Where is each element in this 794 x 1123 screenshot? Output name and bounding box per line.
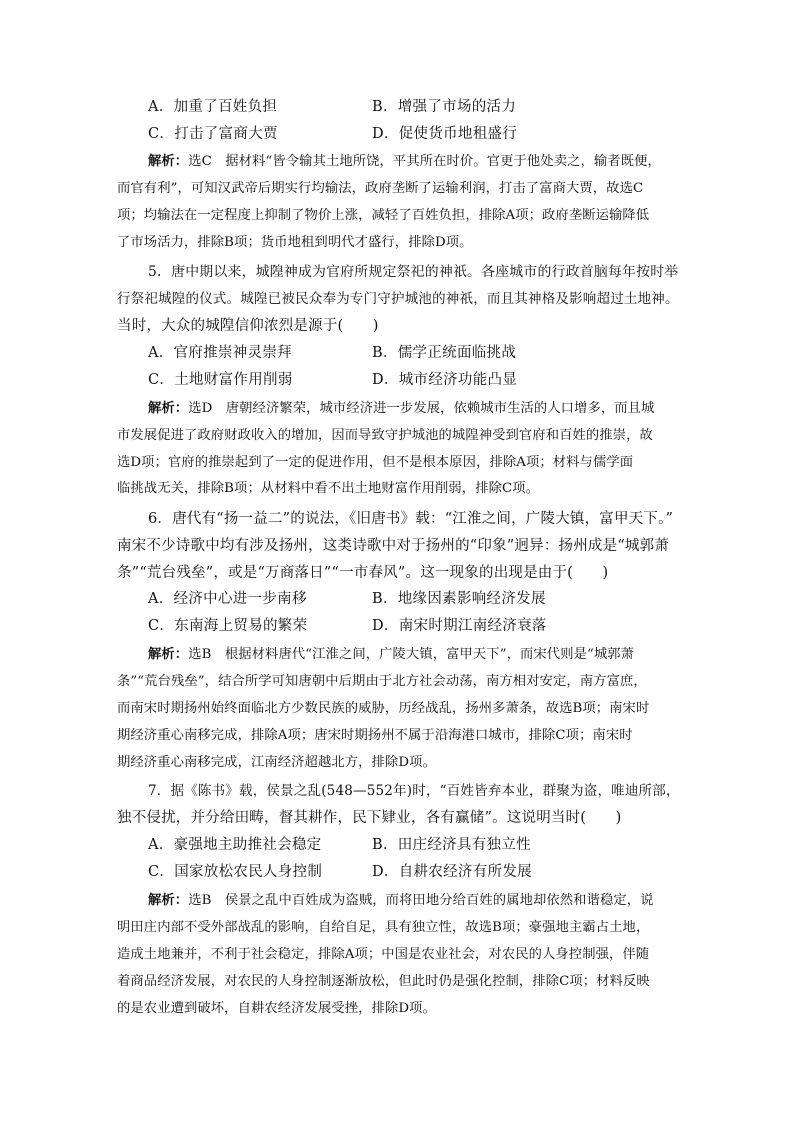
question-7-text: 独不侵扰，并分给田畴，督其耕作，民下肄业，各有赢储”。这说明当时( ) (117, 810, 622, 826)
question-5-text: 行祭祀城隍的仪式。城隍已被民众奉为专门守护城池的神祇，而且其神格及影响超过土地神。 (117, 291, 679, 307)
question-7-text: 7．据《陈书》载，侯景之乱(548—552年)时，“百姓皆弃本业，群聚为盗，唯迪所部， (148, 783, 680, 799)
option-b: B．田庄经济具有独立性 (372, 837, 531, 853)
option-c: C．东南海上贸易的繁荣 (148, 618, 308, 634)
analysis-line: 着商品经济发展，对农民的人身控制逐渐放松，但此时仍是强化控制，排除C项；材料反映 (117, 974, 650, 989)
option-b: B．儒学正统面临挑战 (372, 345, 517, 361)
option-d: D．促使货币地租盛行 (372, 126, 518, 142)
analysis-line: 期经济重心南移完成，江南经济超越北方，排除D项。 (117, 755, 436, 770)
option-d: D．自耕农经济有所发展 (372, 864, 532, 880)
analysis-label: 解析： (148, 647, 189, 662)
analysis-line: 解析：选B 根据材料唐代“江淮之间，广陵大镇，富甲天下”，而宋代则是“城郭萧 (148, 647, 635, 662)
analysis-line: 而官有利”，可知汉武帝后期实行均输法，政府垄断了运输利润，打击了富商大贾，故选C (117, 181, 644, 196)
question-6-text: 6．唐代有“扬一益二”的说法，《旧唐书》载：“江淮之间，广陵大镇，富甲天下。” (148, 511, 674, 527)
analysis-line: 而南宋时期扬州始终面临北方少数民族的威胁，历经战乱，扬州多萧条，故选B项；南宋时 (117, 701, 650, 716)
option-c: C．国家放松农民人身控制 (148, 864, 323, 880)
analysis-line: 了市场活力，排除B项；货币地租到明代才盛行，排除D项。 (117, 235, 473, 250)
analysis-line: 明田庄内部不受外部战乱的影响，自给自足，具有独立性，故选B项；豪强地主霸占土地， (117, 920, 650, 935)
question-5-text: 5．唐中期以来，城隍神成为官府所规定祭祀的神祇。各座城市的行政首脑每年按时举 (148, 264, 679, 280)
analysis-label: 解析： (148, 154, 189, 169)
option-c: C．打击了富商大贾 (148, 126, 278, 142)
option-c: C．土地财富作用削弱 (148, 372, 293, 388)
option-b: B．地缘因素影响经济发展 (372, 591, 546, 607)
analysis-line: 选D项；官府的推崇起到了一定的促进作用，但不是根本原因，排除A项；材料与儒学面 (117, 455, 634, 470)
analysis-line: 市发展促进了政府财政收入的增加，因而导致守护城池的城隍神受到官府和百姓的推崇，故 (117, 428, 653, 443)
question-5-text: 当时，大众的城隍信仰浓烈是源于( ) (117, 318, 379, 334)
analysis-line: 的是农业遭到破坏，自耕农经济发展受挫，排除D项。 (117, 1001, 436, 1016)
analysis-line: 期经济重心南移完成，排除A项；唐宋时期扬州不属于沿海港口城市，排除C项；南宋时 (117, 728, 633, 743)
option-d: D．城市经济功能凸显 (372, 372, 518, 388)
question-6-text: 南宋不少诗歌中均有涉及扬州，这类诗歌中对于扬州的“印象”迥异：扬州成是“城郭萧 (117, 538, 670, 554)
option-a: A．豪强地主助推社会稳定 (148, 837, 322, 853)
analysis-line: 条”“荒台残垒”，结合所学可知唐朝中后期由于北方社会动荡，南方相对安定，南方富庶， (117, 674, 647, 689)
analysis-line: 造成土地兼并，不利于社会稳定，排除A项；中国是农业社会，对农民的人身控制强，伴随 (117, 947, 650, 962)
analysis-line: 项；均输法在一定程度上抑制了物价上涨，减轻了百姓负担，排除A项；政府垄断运输降低 (117, 208, 650, 223)
question-6-text: 条”“荒台残垒”，或是“万商落日”“一市春风”。这一现象的出现是由于( ) (117, 565, 609, 581)
analysis-label: 解析： (148, 893, 189, 908)
analysis-line: 解析：选B 侯景之乱中百姓成为盗贼，而将田地分给百姓的属地却依然和谐稳定，说 (148, 893, 654, 908)
option-a: A．经济中心进一步南移 (148, 591, 307, 607)
option-a: A．官府推崇神灵崇拜 (148, 345, 292, 361)
analysis-line: 解析：选C 据材料“皆令输其土地所饶，平其所在时价。官更于他处卖之，输者既便， (148, 154, 661, 169)
option-d: D．南宋时期江南经济衰落 (372, 618, 547, 634)
analysis-line: 临挑战无关，排除B项；从材料中看不出土地财富作用削弱，排除C项。 (117, 481, 540, 496)
option-a: A．加重了百姓负担 (148, 99, 278, 115)
option-b: B．增强了市场的活力 (372, 99, 517, 115)
analysis-line: 解析：选D 唐朝经济繁荣，城市经济进一步发展，依赖城市生活的人口增多，而且城 (148, 401, 655, 416)
analysis-label: 解析： (148, 401, 189, 416)
